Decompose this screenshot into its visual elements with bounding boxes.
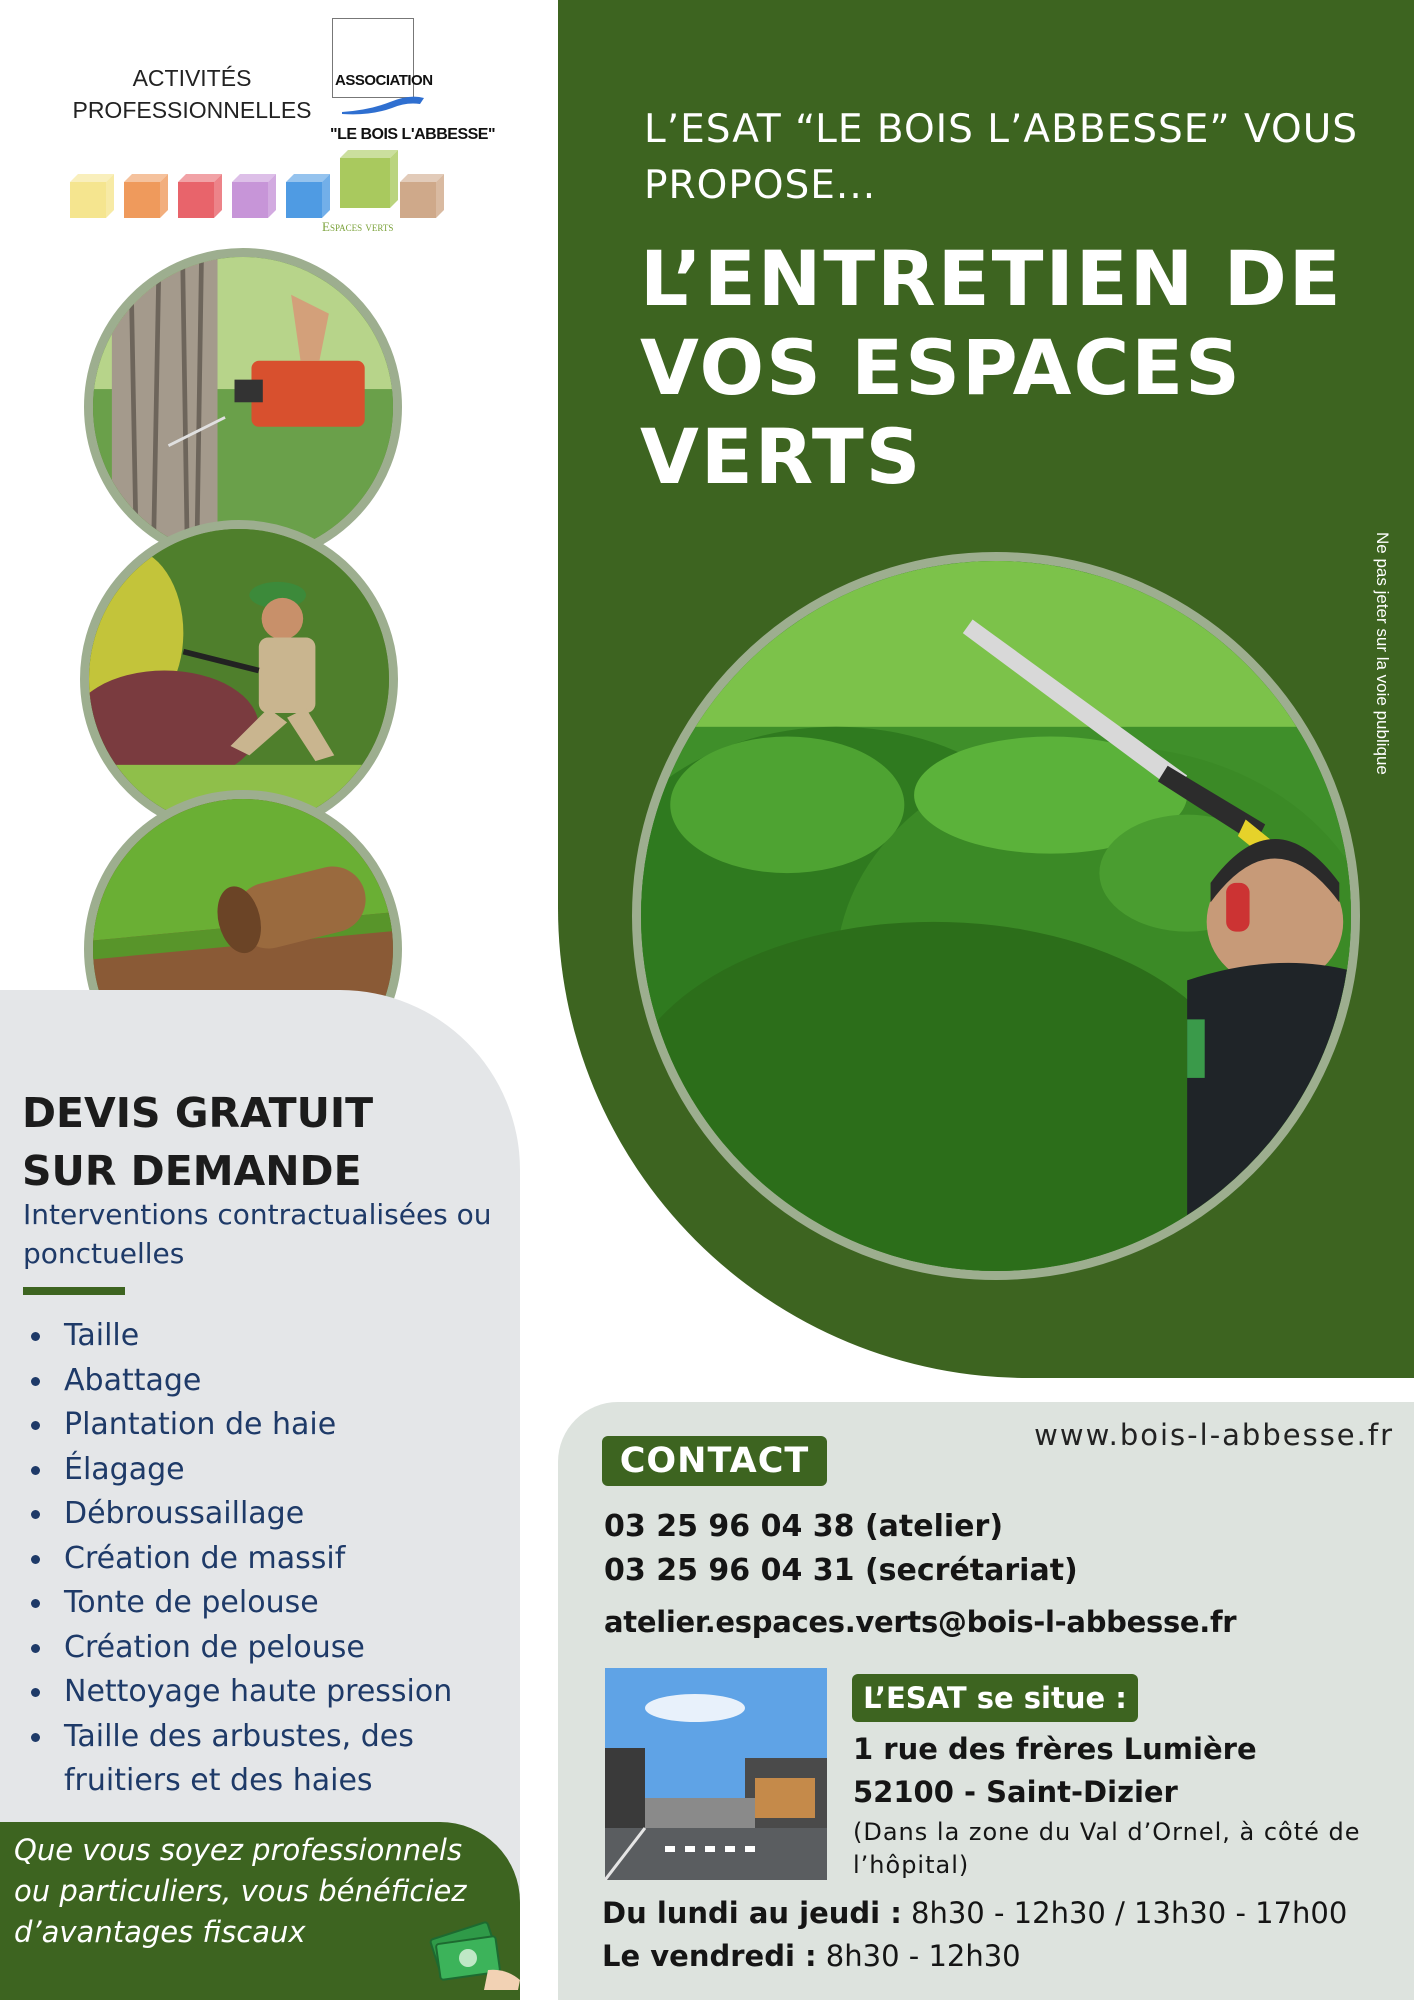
- hours-friday-value: 8h30 - 12h30: [816, 1939, 1021, 1973]
- service-item: Taille: [24, 1314, 504, 1359]
- logo-line1: ACTIVITÉS: [132, 65, 252, 91]
- logo-cube: [286, 174, 330, 218]
- money-icon: [428, 1910, 524, 1990]
- logo-text: [62, 62, 322, 126]
- interventions-subtitle: Interventions contractualisées ou ponctuelles: [23, 1198, 492, 1270]
- address-street: 1 rue des frères Lumière: [853, 1732, 1257, 1766]
- building-illustration: [605, 1668, 827, 1880]
- logo-cube: [340, 150, 398, 208]
- service-item: Débroussaillage: [24, 1492, 504, 1537]
- logo-cubes-icon: [70, 146, 454, 222]
- hedge-trimming-photo: [632, 552, 1360, 1280]
- divider: [23, 1287, 125, 1295]
- service-list: [24, 1314, 504, 1804]
- address: [853, 1728, 1393, 1814]
- service-item: Élagage: [24, 1448, 504, 1493]
- logo-cube: [70, 174, 114, 218]
- location-badge: L’ESAT se situe :: [852, 1674, 1138, 1722]
- logo-association: ASSOCIATION: [335, 72, 433, 89]
- hero-kicker: L’ESAT “LE BOIS L’ABBESSE” VOUS PROPOSE...: [644, 107, 1359, 208]
- free-quote-line2: SUR DEMANDE: [22, 1147, 362, 1195]
- hours-friday: [602, 1935, 1402, 1978]
- hours-weekdays-value: 8h30 - 12h30 / 13h30 - 17h00: [901, 1896, 1348, 1930]
- hero-title: L’ENTRETIEN DE VOS ESPACES VERTS: [640, 234, 1343, 501]
- logo-cube: [400, 174, 444, 218]
- hours-weekdays-label: Du lundi au jeudi :: [602, 1896, 902, 1930]
- opening-hours: [602, 1892, 1402, 1978]
- service-item: Abattage: [24, 1359, 504, 1404]
- phone-atelier[interactable]: 03 25 96 04 38 (atelier): [604, 1509, 1004, 1544]
- disposal-note: Ne pas jeter sur la voie publique: [1373, 532, 1392, 775]
- service-item: Plantation de haie: [24, 1403, 504, 1448]
- service-item: Création de massif: [24, 1537, 504, 1582]
- service-item: Création de pelouse: [24, 1626, 504, 1671]
- logo-cube: [178, 174, 222, 218]
- logo-line2: PROFESSIONNELLES: [72, 97, 312, 123]
- service-item: Nettoyage haute pression: [24, 1670, 504, 1715]
- hedge-trimming-illustration: [641, 561, 1351, 1271]
- contact-badge: CONTACT: [602, 1436, 827, 1486]
- phone-numbers: [604, 1505, 1164, 1593]
- building-photo: [605, 1668, 827, 1880]
- tree-felling-illustration: [93, 257, 393, 557]
- phone-secretariat[interactable]: 03 25 96 04 31 (secrétariat): [604, 1553, 1078, 1588]
- logo-swoosh-icon: [340, 92, 424, 116]
- hours-weekdays: [602, 1892, 1402, 1935]
- hours-friday-label: Le vendredi :: [602, 1939, 817, 1973]
- hedge-worker-illustration: [89, 529, 389, 829]
- logo-cube: [124, 174, 168, 218]
- service-item: Tonte de pelouse: [24, 1581, 504, 1626]
- address-note: (Dans la zone du Val d’Ornel, à côté de l’hôpital): [853, 1818, 1361, 1879]
- logo-name: "LE BOIS L'ABBESSE": [330, 126, 496, 143]
- tree-felling-photo: [84, 248, 402, 566]
- free-quote-line1: DEVIS GRATUIT: [22, 1089, 374, 1137]
- email-link[interactable]: atelier.espaces.verts@bois-l-abbesse.fr: [604, 1605, 1237, 1639]
- free-quote-title: [22, 1084, 502, 1200]
- tax-benefit-text: Que vous soyez professionnels ou particuliers, vous bénéficiez d’avantages fiscaux: [14, 1833, 467, 1949]
- service-item: Taille des arbustes, des fruitiers et des haies: [24, 1715, 504, 1804]
- address-city: 52100 - Saint-Dizier: [853, 1775, 1178, 1809]
- logo-division: Espaces verts: [322, 219, 394, 234]
- website-link[interactable]: www.bois-l-abbesse.fr: [1034, 1418, 1394, 1452]
- logo-cube: [232, 174, 276, 218]
